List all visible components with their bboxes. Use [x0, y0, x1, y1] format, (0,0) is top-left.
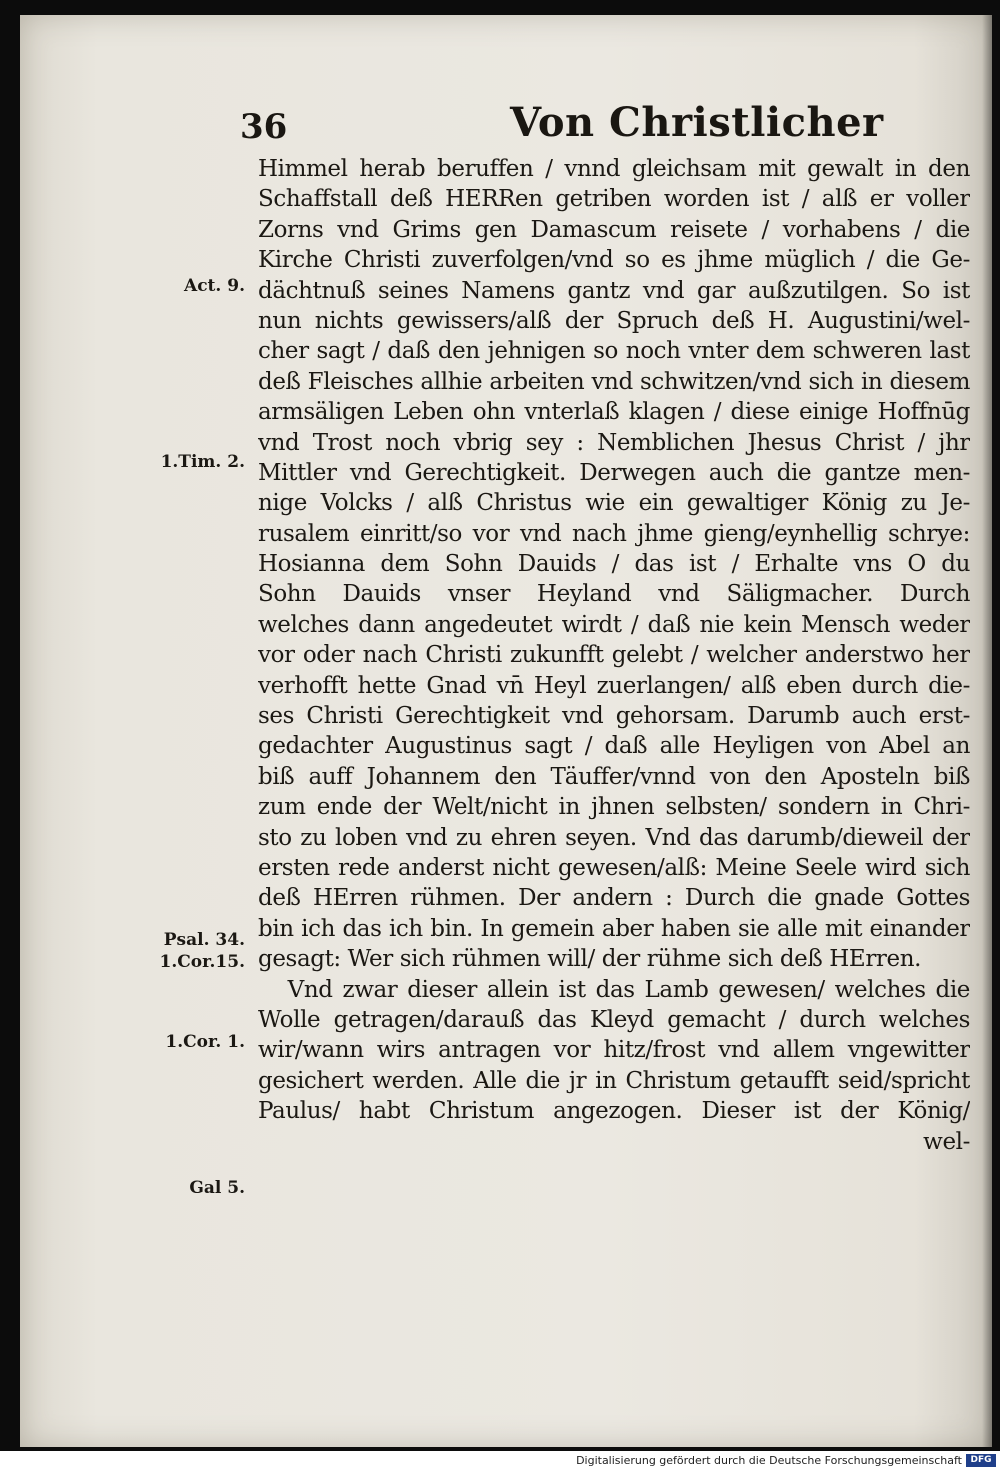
text-line: ersten rede anderst nicht gewesen/alß: Meine Seele wird sich [258, 854, 970, 881]
text-line: wir/wann wirs antragen vor hitz/frost vnd allem vngewitter [258, 1037, 970, 1064]
text-line: deß HErren rühmen. Der andern : Durch die gnade Gottes [258, 885, 970, 912]
text-line: Hosianna dem Sohn Dauids / das ist / Erhalte vns O du [258, 551, 970, 578]
text-line: Mittler vnd Gerechtigkeit. Derwegen auch die gantze men- [258, 459, 970, 486]
funding-footer [0, 1451, 1000, 1471]
body-text [258, 154, 970, 1157]
text-line: bin ich das ich bin. In gemein aber haben sie alle mit einander [258, 915, 970, 942]
text-line: Himmel herab beruffen / vnnd gleichsam mit gewalt in den [258, 156, 970, 182]
margin-note: 1.Cor.15. [159, 952, 245, 972]
text-line: rusalem einritt/so vor vnd nach jhme gieng/eynhellig schrye: [258, 520, 970, 547]
text-line: verhofft hette Gnad vn̄ Heyl zuerlangen/ alß eben durch die- [258, 672, 970, 699]
page-number: 36 [240, 107, 288, 147]
text-line: deß Fleisches allhie arbeiten vnd schwitzen/vnd sich in diesem [258, 368, 970, 395]
text-line: gesichert werden. Alle die jr in Christum getaufft seid/spricht [258, 1067, 970, 1094]
margin-note: 1.Tim. 2. [160, 452, 245, 472]
text-line: sto zu loben vnd zu ehren seyen. Vnd das darumb/dieweil der [258, 824, 970, 851]
text-line: armsäligen Leben ohn vnterlaß klagen / diese einige Hoffnūg [258, 399, 970, 426]
text-line: nige Volcks / alß Christus wie ein gewaltiger König zu Je- [258, 490, 970, 517]
text-line: Paulus/ habt Christum angezogen. Dieser ist der König/ [258, 1098, 970, 1125]
catchword: wel- [923, 1128, 970, 1155]
page-edge-shadow [982, 15, 992, 1447]
margin-note: Psal. 34. [163, 930, 245, 950]
text-line: Zorns vnd Grims gen Damascum reisete / vorhabens / die [258, 216, 970, 243]
text-line: dächtnuß seines Namens gantz vnd gar außzutilgen. So ist [258, 277, 970, 304]
text-line: Schaffstall deß HERRen getriben worden ist / alß er voller [258, 186, 970, 213]
text-line: gedachter Augustinus sagt / daß alle Heyligen von Abel an [258, 733, 970, 760]
running-title: Von Christlicher [510, 99, 884, 146]
text-line: ses Christi Gerechtigkeit vnd gehorsam. Darumb auch erst- [258, 703, 970, 730]
text-line: Kirche Christi zuverfolgen/vnd so es jhme müglich / die Ge- [258, 247, 970, 274]
text-line: cher sagt / daß den jehnigen so noch vnter dem schweren last [258, 338, 970, 365]
margin-note: 1.Cor. 1. [165, 1032, 245, 1052]
text-line: gesagt: Wer sich rühmen will/ der rühme sich deß HErren. [258, 946, 922, 973]
text-line: vnd Trost noch vbrig sey : Nemblichen Jhesus Christ / jhr [258, 429, 970, 456]
margin-note: Gal 5. [189, 1178, 245, 1198]
text-line: Wolle getragen/darauß das Kleyd gemacht / durch welches [258, 1006, 970, 1033]
dfg-logo: DFG [966, 1454, 996, 1467]
page-header [240, 95, 980, 155]
margin-note: Act. 9. [184, 276, 245, 296]
text-line: nun nichts gewissers/alß der Spruch deß H. Augustini/wel- [258, 307, 970, 334]
funding-notice: Digitalisierung gefördert durch die Deutsche Forschungsgemeinschaft [576, 1454, 962, 1467]
text-line: zum ende der Welt/nicht in jhnen selbsten/ sondern in Chri- [258, 794, 970, 821]
text-line: Vnd zwar dieser allein ist das Lamb gewesen/ welches die [258, 976, 970, 1003]
text-line: vor oder nach Christi zukunfft gelebt / welcher anderstwo her [258, 642, 970, 669]
text-line: welches dann angedeutet wirdt / daß nie kein Mensch weder [258, 611, 970, 638]
text-line: Sohn Dauids vnser Heyland vnd Säligmacher. Durch [258, 581, 970, 608]
text-line: biß auff Johannem den Täuffer/vnnd von den Aposteln biß [258, 763, 970, 790]
